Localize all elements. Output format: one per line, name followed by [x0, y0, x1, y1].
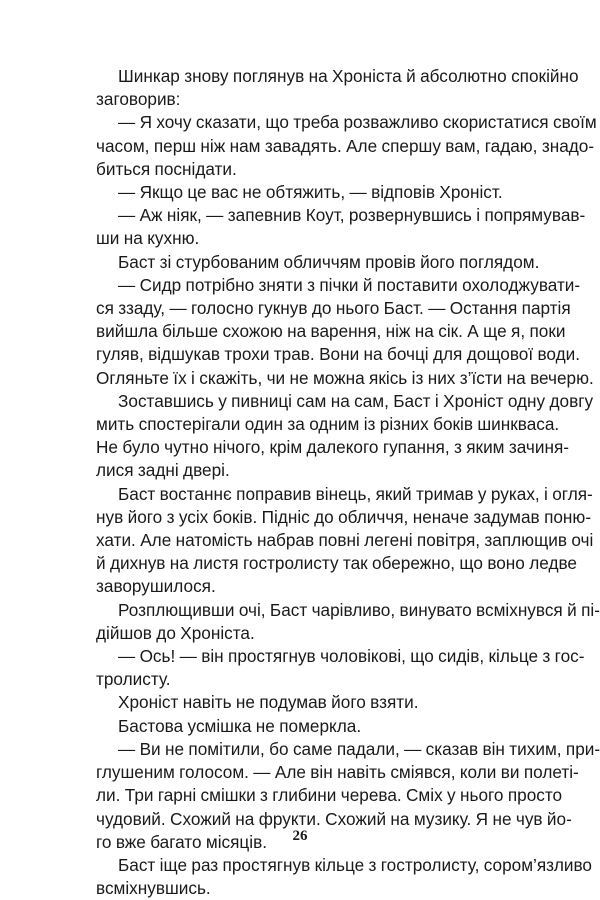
text-line: — Якщо це вас не обтяжить, — відповів Хроніст. — [118, 182, 503, 203]
text-line: заговорив: — [96, 89, 181, 110]
text-line: ли. Три гарні смішки з глибини черева. Сміх у нього просто — [96, 785, 563, 806]
text-line: всміхнувшись. — [96, 878, 211, 899]
paragraph — [96, 854, 592, 900]
paragraph — [96, 181, 540, 204]
text-line: ши на кухню. — [96, 228, 200, 249]
text-line: й дихнув на листя гостролисту так обережно, що воно ледве — [96, 553, 577, 574]
text-line: Баст востаннє поправив вінець, який тримав у руках, і огля- — [118, 483, 593, 504]
text-line: — Я хочу сказати, що треба розважливо скористатися своїм — [118, 112, 597, 133]
text-line: Шинкар знову поглянув на Хроніста й абсолютно спокійно — [118, 66, 579, 86]
text-line: глушеним голосом. — Але він навіть сміявся, коли ви полеті- — [96, 762, 579, 783]
paragraph — [96, 599, 600, 645]
text-line: чудовий. Схожий на фрукти. Схожий на музику. Я не чув йо- — [96, 808, 572, 829]
paragraph — [96, 204, 586, 250]
paragraph — [96, 645, 585, 691]
paragraph — [96, 483, 594, 599]
text-line: Баст іще раз простягнув кільце з гостролисту, сором’язливо — [118, 854, 592, 875]
text-line: заворушилося. — [96, 576, 216, 597]
text-line: — Ви не помітили, бо саме падали, — сказав він тихим, при- — [118, 738, 600, 759]
text-line: — Аж ніяк, — запевнив Коут, розвернувшись і попрямував- — [118, 205, 586, 226]
paragraph — [96, 691, 540, 714]
text-line: Огляньте їх і скажіть, чи не можна якісь із них з’їсти на вечерю. — [96, 367, 594, 388]
text-line: лися задні двері. — [96, 460, 230, 481]
text-line: Не було чутно нічого, крім далекого гупання, з яким зачиня- — [96, 437, 569, 458]
paragraph — [96, 390, 594, 483]
text-line: часом, перш ніж нам завадять. Але спершу вам, гадаю, знадо- — [96, 135, 595, 156]
paragraph — [96, 65, 579, 111]
paragraph — [96, 715, 540, 738]
text-line: — Сидр потрібно зняти з пічки й поставити охолоджувати- — [118, 274, 581, 295]
paragraph — [96, 111, 597, 181]
text-line: Баст зі стурбованим обличчям провів його поглядом. — [118, 251, 540, 272]
text-line: гуляв, відшукав трохи трав. Вони на бочці для дощової води. — [96, 344, 581, 365]
text-line: Хроніст навіть не подумав його взяти. — [118, 692, 419, 713]
text-line: хати. Але натомість набрав повні легені повітря, заплющив очі — [96, 530, 594, 551]
text-line: мить спостерігали один за одним із різних боків шинкваса. — [96, 414, 560, 435]
text-line: Зоставшись у пивниці сам на сам, Баст і Хроніст одну довгу — [118, 390, 594, 411]
body-text — [96, 65, 600, 900]
text-line: Бастова усмішка не померкла. — [118, 715, 362, 736]
text-line: вийшла більше схожою на варення, ніж на сік. А ще я, поки — [96, 321, 566, 342]
text-line: го вже багато місяців. — [96, 831, 267, 852]
text-line: дійшов до Хроніста. — [96, 622, 255, 643]
paragraph — [96, 251, 540, 274]
text-line: ся ззаду, — голосно гукнув до нього Баст. — Остання партія — [96, 298, 571, 319]
paragraph — [96, 274, 594, 390]
page-number: 26 — [292, 828, 308, 844]
text-line: нув його з усіх боків. Підніс до обличчя, неначе задумав поню- — [96, 506, 592, 527]
text-line: тролисту. — [96, 669, 171, 690]
text-line: биться поснідати. — [96, 158, 237, 179]
text-line: — Ось! — він простягнув чоловікові, що сидів, кільце з гос- — [118, 646, 585, 667]
text-line: Розплющивши очі, Баст чарівливо, винувато всміхнувся й пі- — [118, 599, 600, 620]
